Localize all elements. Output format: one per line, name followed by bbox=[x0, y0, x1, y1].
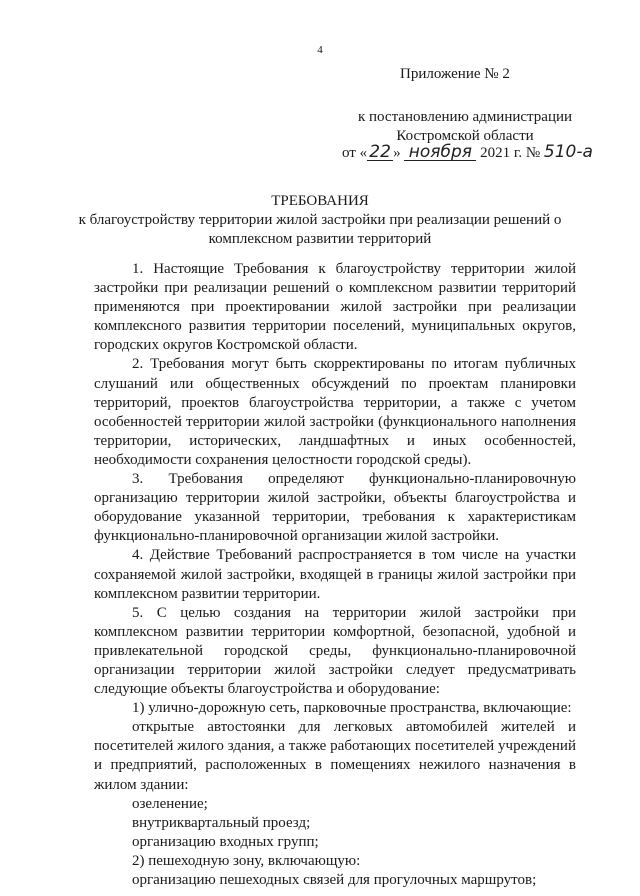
paragraph-5: 5. С целью создания на территории жилой застройки при комплексном развитии территории комфортной, безопасной, удобной и привлекательной городской среды, функционально-планировочной организации территории жилой застройки следует предусматривать следующие объекты благоустройства и оборудование: bbox=[94, 604, 576, 698]
date-mid: » bbox=[393, 145, 401, 161]
decree-reference bbox=[330, 108, 600, 146]
list-item-2: 2) пешеходную зону, включающую: bbox=[132, 852, 361, 869]
paragraph-2: 2. Требования могут быть скорректированы по итогам публичных слушаний или общественных обсуждений по проектам планировки территорий, проектов благоустройства территории, а также с учетом особенностей территории жилой застройки (функционального наполнения территории, исторических, ландшафтных и иных особенностей, необходимости сохранения целостности городской среды). bbox=[94, 356, 576, 468]
document-title: ТРЕБОВАНИЯ bbox=[271, 193, 369, 209]
date-prefix: от « bbox=[342, 145, 368, 161]
paragraph-4: 4. Действие Требований распространяется в том числе на участки сохраняемой жилой застройки, входящей в границы жилой застройки при комплексном развитии территории. bbox=[94, 547, 576, 602]
list-item-greening: озеленение; bbox=[132, 795, 208, 812]
date-year: 2021 г. № bbox=[480, 145, 541, 161]
date-day-handwritten: 22 bbox=[367, 144, 393, 161]
decree-date bbox=[342, 142, 593, 162]
document-subtitle: к благоустройству территории жилой застройки при реализации решений о комплексном развитии территорий bbox=[78, 212, 562, 247]
decree-line-2: Костромской области bbox=[396, 128, 534, 144]
document-body bbox=[94, 260, 576, 890]
list-item-driveway: внутриквартальный проезд; bbox=[132, 814, 311, 831]
page-number: 4 bbox=[317, 44, 323, 56]
decree-number-handwritten: 510-а bbox=[543, 142, 593, 162]
paragraph-1: 1. Настоящие Требования к благоустройству территории жилой застройки при реализации решений о комплексном развитии территорий применяются при проектировании жилой застройки при реализации комплексного развития территории поселений, муниципальных округов, городских округов Костромской области. bbox=[94, 261, 576, 354]
list-item-parking: открытые автостоянки для легковых автомобилей жителей и посетителей жилого здания, а также работающих посетителей учреждений и предприятий, расположенных в помещениях нежилого назначения в жилом здании: bbox=[94, 719, 576, 793]
list-item-1: 1) улично-дорожную сеть, парковочные пространства, включающие: bbox=[132, 700, 572, 717]
list-item-entrances: организацию входных групп; bbox=[132, 833, 319, 850]
decree-line-1: к постановлению администрации bbox=[357, 109, 573, 125]
date-month-handwritten: ноября bbox=[404, 144, 476, 161]
list-item-pedestrian: организацию пешеходных связей для прогулочных маршрутов; bbox=[132, 872, 537, 888]
paragraph-3: 3. Требования определяют функционально-планировочную организацию территории жилой застройки, объекты благоустройства и оборудование указанной территории, требования к характеристикам функционально-планировочной организации жилой застройки. bbox=[94, 471, 576, 545]
appendix-label: Приложение № 2 bbox=[400, 66, 510, 82]
